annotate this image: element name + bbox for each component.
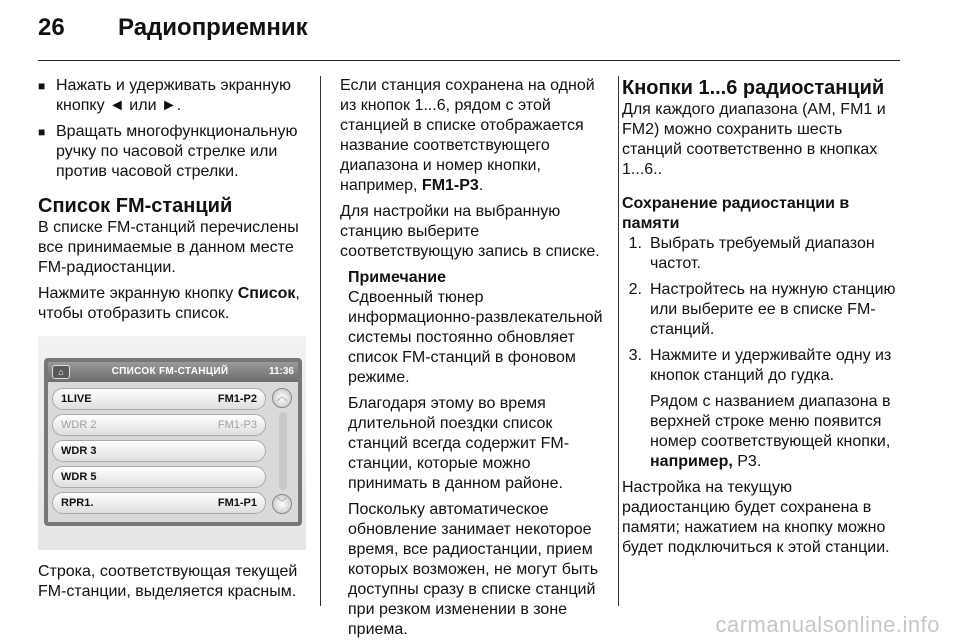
- screen-title: СПИСОК FM-СТАНЦИЙ: [111, 366, 229, 377]
- page-number: 26: [38, 14, 65, 41]
- note-paragraph: Сдвоенный тюнер информационно-развлекательной системы постоянно обновляет список FM-станций в фоновом режиме.: [348, 289, 603, 386]
- paragraph: Для каждого диапазона (AM, FM1 и FM2) можно сохранить шесть станций соответственно в кнопках 1...6..: [622, 101, 886, 178]
- bullet-square-icon: ■: [38, 125, 46, 139]
- note-paragraph: Поскольку автоматическое обновление занимает некоторое время, все радиостанции, прием которых возможен, не могут быть доступны сразу в списке станций при резком изменении в зоне приема.: [348, 501, 599, 638]
- note-title: Примечание: [348, 269, 447, 286]
- device-screen: [44, 358, 302, 526]
- column-2: [340, 76, 608, 642]
- header-rule: [38, 60, 900, 61]
- scroll-up-icon[interactable]: ︿: [272, 388, 292, 408]
- station-row[interactable]: RPR1. FM1-P1: [52, 492, 266, 514]
- fm-list-screenshot: [38, 336, 306, 550]
- paragraph: Если станция сохранена на одной из кнопок 1...6, рядом с этой станцией в списке отображается название соответствующего диапазона и номер кнопки, например, FM1-P3.: [340, 77, 595, 194]
- paragraph: Нажмите экранную кнопку Список, чтобы отобразить список.: [38, 285, 300, 322]
- section-heading-preset-buttons: Кнопки 1...6 радиостанций: [622, 77, 885, 99]
- bullet-square-icon: ■: [38, 79, 46, 93]
- home-icon[interactable]: ⌂: [52, 365, 70, 379]
- step-item: 3. Нажмите и удерживайте одну из кнопок станций до гудка.: [628, 347, 892, 384]
- page-header: [38, 14, 308, 54]
- watermark: carmanualsonline.info: [715, 612, 940, 637]
- station-row[interactable]: WDR 5: [52, 466, 266, 488]
- scrollbar[interactable]: [272, 388, 294, 518]
- figure-caption: Строка, соответствующая текущей FM-станции, выделяется красным.: [38, 563, 298, 600]
- step-item: 1. Выбрать требуемый диапазон частот.: [628, 235, 875, 272]
- scroll-down-icon[interactable]: ﹀: [272, 494, 292, 514]
- column-1: [38, 76, 306, 608]
- paragraph: В списке FM-станций перечислены все принимаемые в данном месте FM-радиостанции.: [38, 219, 299, 276]
- station-list: [52, 388, 266, 518]
- station-row[interactable]: WDR 2 FM1-P3: [52, 414, 266, 436]
- note-paragraph: Благодаря этому во время длительной поездки список станций всегда содержит FM-станции, которые можно принимать в данном районе.: [348, 395, 570, 492]
- station-row[interactable]: WDR 3: [52, 440, 266, 462]
- column-divider-1: [320, 76, 321, 606]
- section-heading-fm-list: Список FM-станций: [38, 195, 233, 217]
- paragraph: Настройка на текущую радиостанцию будет сохранена в памяти; нажатием на кнопку можно будет подключиться к этой станции.: [622, 479, 890, 556]
- subheading-save-station: Сохранение радиостанции в памяти: [622, 195, 850, 232]
- step-detail: Рядом с названием диапазона в верхней строке меню появится номер соответствующей кнопки, например, P3.: [650, 393, 891, 470]
- screen-titlebar: [48, 362, 298, 382]
- paragraph: Для настройки на выбранную станцию выберите соответствующую запись в списке.: [340, 203, 600, 260]
- step-item: 2. Настройтесь на нужную станцию или выберите ее в списке FM-станций.: [628, 281, 896, 338]
- bullet-item: ■ Вращать многофункциональную ручку по часовой стрелке или против часовой стрелки.: [38, 123, 298, 180]
- column-divider-2: [618, 76, 619, 606]
- station-row[interactable]: 1LIVE FM1-P2: [52, 388, 266, 410]
- note-block: [348, 268, 608, 640]
- column-3: [622, 76, 904, 564]
- scroll-track[interactable]: [279, 412, 287, 490]
- bullet-item: ■ Нажать и удерживать экранную кнопку ◄ или ►.: [38, 77, 292, 114]
- page-title: Радиоприемник: [118, 14, 308, 41]
- screen-clock: 11:36: [268, 366, 294, 377]
